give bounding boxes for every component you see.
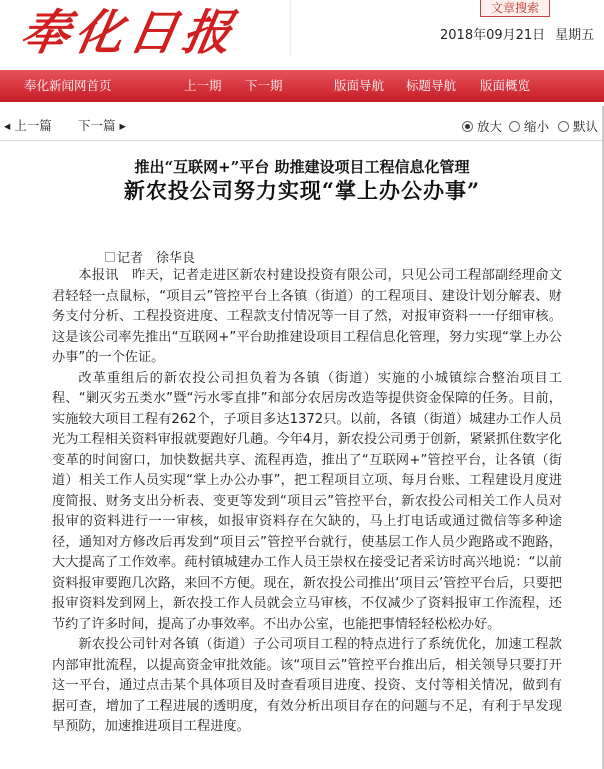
weekday-text: 星期五	[555, 28, 595, 43]
zoom-in-label: 放大	[477, 119, 503, 134]
nav-home-link[interactable]: 奉化新闻网首页	[24, 78, 112, 93]
main-navbar	[0, 70, 604, 102]
zoom-out-option[interactable]	[509, 117, 549, 135]
article-title: 新农投公司努力实现“掌上办公办事”	[123, 178, 481, 203]
article-paragraph: 本报讯 昨天，记者走进区新农村建设投资有限公司，只见公司工程部副经理俞文君轻轻一点鼠标，“项目云”管控平台上各镇（街道）的工程项目、建设计划分解表、财务支付分析、工程投资进度、工程款支付情况等一目了然，对报审资料一一仔细审核。这是该公司率先推出“互联网+”平台助推建设项目工程信息化管理，努力实现“掌上办公办事”的一个佐证。	[52, 268, 562, 365]
article-toolbar	[0, 112, 604, 136]
radio-icon	[509, 121, 520, 132]
masthead	[0, 0, 604, 62]
right-arrow-icon: ▸	[119, 118, 126, 133]
prev-article-link[interactable]	[4, 116, 52, 134]
next-article-link[interactable]	[78, 116, 126, 134]
zoom-default-label: 默认	[573, 119, 599, 134]
left-arrow-icon: ◂	[4, 118, 11, 133]
nav-prev-issue[interactable]: 上一期	[184, 78, 222, 93]
zoom-out-label: 缩小	[524, 119, 550, 134]
zoom-default-option[interactable]	[558, 117, 598, 135]
nav-title-navigation[interactable]: 标题导航	[406, 78, 457, 93]
article-body	[52, 266, 562, 738]
article-search-button[interactable]: 文章搜索	[480, 0, 550, 17]
newspaper-logo[interactable]	[0, 0, 291, 61]
placeholder-box-icon	[105, 252, 115, 262]
radio-icon	[558, 121, 569, 132]
nav-page-navigation[interactable]: 版面导航	[334, 78, 385, 93]
next-article-label: 下一篇	[78, 118, 116, 133]
zoom-in-option[interactable]	[462, 117, 502, 135]
prev-article-label: 上一篇	[14, 118, 52, 133]
article-subtitle: 推出“互联网+”平台 助推建设项目工程信息化管理	[134, 158, 470, 176]
nav-page-overview[interactable]: 版面概览	[480, 78, 531, 93]
date-text: 2018年09月21日	[440, 28, 546, 43]
toolbar-divider	[0, 140, 604, 141]
newspaper-logo-text: 奉化日报	[16, 5, 243, 61]
article-paragraph: 新农投公司针对各镇（街道）子公司项目工程的特点进行了系统优化，加速工程款内部审批流程，以提高资金审批效能。该“项目云”管控平台推出后，相关领导只要打开这一平台，通过点击某个具体项目及时查看项目进度、投资、支付等相关情况，做到有据可查，增加了工程进展的透明度，有效分析出项目存在的问题与不足，有利于早发现早预防，加速推进项目工程进度。	[52, 637, 562, 734]
article-paragraph: 改革重组后的新农投公司担负着为各镇（街道）实施的小城镇综合整治项目工程、“剿灭劣五类水”暨“污水零直排”和部分农居房改造等提供资金保障的任务。目前，实施较大项目工程有262个，子项目多达1372只。以前，各镇（街道）城建办工作人员光为工程相关资料审报就要跑好几趟。今年4月，新农投公司勇于创新，紧紧抓住数字化变革的时间窗口，加快数据共享、流程再造，推出了“互联网+”管控平台，让各镇（街道）相关工作人员实现“掌上办公办事”，把工程项目立项、每月台账、工程建设月度进度简报、财务支出分析表、变更等发到“项目云”管控平台，新农投公司相关工作人员对报审的资料进行一一审核，如报审资料存在欠缺的，马上打电话或通过微信等多种途径，通知对方修改后再发到“项目云”管控平台就行，使基层工作人员少跑路或不跑路，大大提高了工作效率。莼村镇城建办工作人员王崇权在接受记者采访时高兴地说：“以前资料报审要跑几次路，来回不方便。现在，新农投公司推出‘项目云’管控平台后，只要把报审资料发到网上，新农投工作人员就会立马审核，不仅减少了资料报审工作流程，还节约了许多时间，提高了办事效率。不出办公室，也能把事情轻轻松松办好。	[52, 370, 562, 632]
article-byline	[105, 247, 195, 266]
byline-text: 记者 徐华良	[117, 251, 196, 266]
radio-selected-icon	[462, 121, 473, 132]
issue-date	[440, 24, 594, 43]
nav-next-issue[interactable]: 下一期	[245, 78, 283, 93]
